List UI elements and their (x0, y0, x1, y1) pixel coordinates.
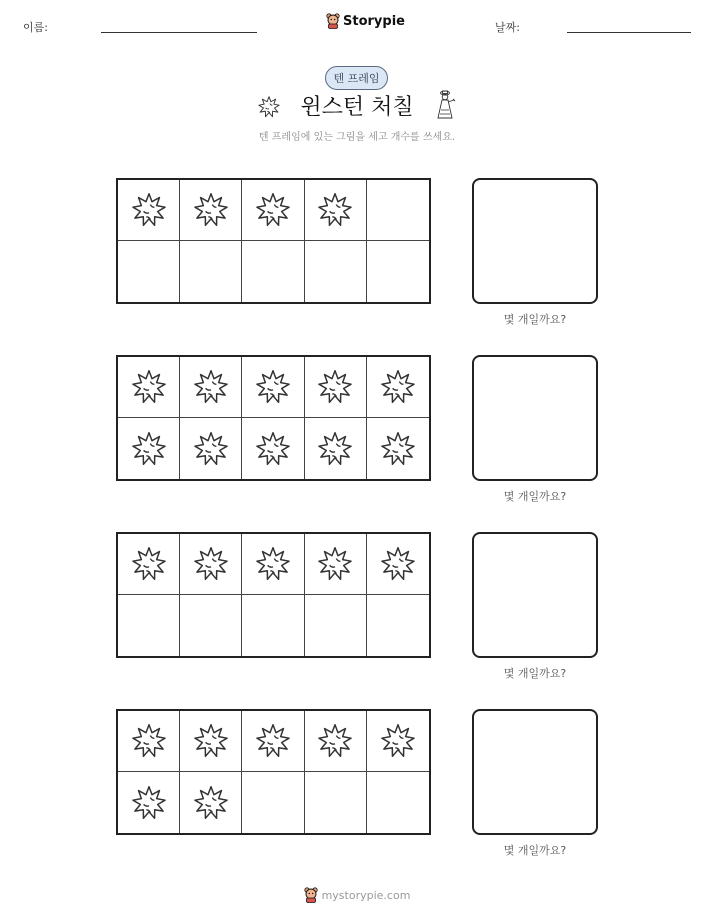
ten-frame-cell (305, 772, 367, 833)
virus-icon (379, 722, 417, 760)
virus-icon (130, 545, 168, 583)
ten-frame-cell (242, 772, 304, 833)
page-title: 윈스턴 처칠 (300, 95, 414, 120)
ten-frame-cell (367, 357, 429, 418)
ten-frame-cell (118, 418, 180, 479)
ten-frame-cell (180, 357, 242, 418)
ten-frame (116, 178, 431, 304)
virus-icon (192, 545, 230, 583)
ten-frame-cell (180, 711, 242, 772)
ten-frame-cell (367, 180, 429, 241)
ten-frame-cell (242, 595, 304, 656)
virus-icon (192, 722, 230, 760)
count-question: 몇 개일까요? (503, 667, 567, 680)
ten-frame-cell (242, 418, 304, 479)
virus-icon (192, 784, 230, 822)
ten-frame-cell (367, 534, 429, 595)
virus-icon (130, 191, 168, 229)
ten-frame-cell (305, 241, 367, 302)
virus-icon (130, 722, 168, 760)
virus-icon (316, 368, 354, 406)
ten-frame-cell (118, 595, 180, 656)
count-question: 몇 개일까요? (503, 844, 567, 857)
ten-frame-cell (242, 180, 304, 241)
virus-icon (254, 430, 292, 468)
ten-frame-cell (305, 357, 367, 418)
virus-icon (130, 430, 168, 468)
ten-frame (116, 532, 431, 658)
logo (326, 13, 405, 29)
virus-icon (192, 430, 230, 468)
logo-text: Storypie (343, 13, 405, 29)
ten-frame-cell (118, 711, 180, 772)
storypie-bear-icon (326, 13, 340, 29)
ten-frame-cell (367, 772, 429, 833)
ten-frame-cell (305, 180, 367, 241)
virus-icon (254, 191, 292, 229)
ten-frame-cell (242, 241, 304, 302)
ten-frame-cell (305, 418, 367, 479)
ten-frame-cell (180, 241, 242, 302)
virus-icon (379, 368, 417, 406)
virus-icon (254, 722, 292, 760)
ten-frame-cell (305, 534, 367, 595)
ten-frame-cell (367, 241, 429, 302)
footer-bear-icon (304, 887, 318, 903)
name-line (101, 32, 257, 33)
ten-frame-cell (367, 711, 429, 772)
name-label: 이름: (23, 21, 48, 34)
instructions: 텐 프레임에 있는 그림을 세고 개수를 쓰세요. (258, 132, 456, 143)
ten-frame-cell (118, 357, 180, 418)
ten-frame-cell (180, 772, 242, 833)
count-question: 몇 개일까요? (503, 313, 567, 326)
ten-frame (116, 709, 431, 835)
ten-frame-cell (180, 418, 242, 479)
virus-icon (130, 368, 168, 406)
ten-frame-cell (118, 241, 180, 302)
churchill-figure-icon (434, 90, 456, 120)
date-label: 날짜: (495, 21, 520, 34)
ten-frame-cell (367, 595, 429, 656)
virus-icon (379, 545, 417, 583)
virus-icon (316, 545, 354, 583)
category-badge: 텐 프레임 (325, 66, 388, 90)
answer-box[interactable] (472, 355, 598, 481)
virus-icon (254, 545, 292, 583)
ten-frame-cell (305, 595, 367, 656)
virus-icon (192, 191, 230, 229)
ten-frame-cell (242, 711, 304, 772)
ten-frame-cell (367, 418, 429, 479)
ten-frame-cell (118, 180, 180, 241)
footer (0, 887, 714, 903)
ten-frame-cell (180, 534, 242, 595)
virus-icon (316, 722, 354, 760)
ten-frame-cell (118, 772, 180, 833)
answer-box[interactable] (472, 532, 598, 658)
ten-frame-cell (305, 711, 367, 772)
virus-icon (254, 368, 292, 406)
ten-frame (116, 355, 431, 481)
virus-icon (316, 191, 354, 229)
ten-frame-cell (118, 534, 180, 595)
ten-frame-cell (242, 534, 304, 595)
ten-frame-cell (242, 357, 304, 418)
count-question: 몇 개일까요? (503, 490, 567, 503)
answer-box[interactable] (472, 178, 598, 304)
answer-box[interactable] (472, 709, 598, 835)
date-line (567, 32, 691, 33)
footer-site: mystorypie.com (321, 888, 411, 902)
ten-frame-cell (180, 595, 242, 656)
virus-icon (379, 430, 417, 468)
virus-icon (316, 430, 354, 468)
ten-frame-cell (180, 180, 242, 241)
virus-icon (130, 784, 168, 822)
virus-icon (192, 368, 230, 406)
